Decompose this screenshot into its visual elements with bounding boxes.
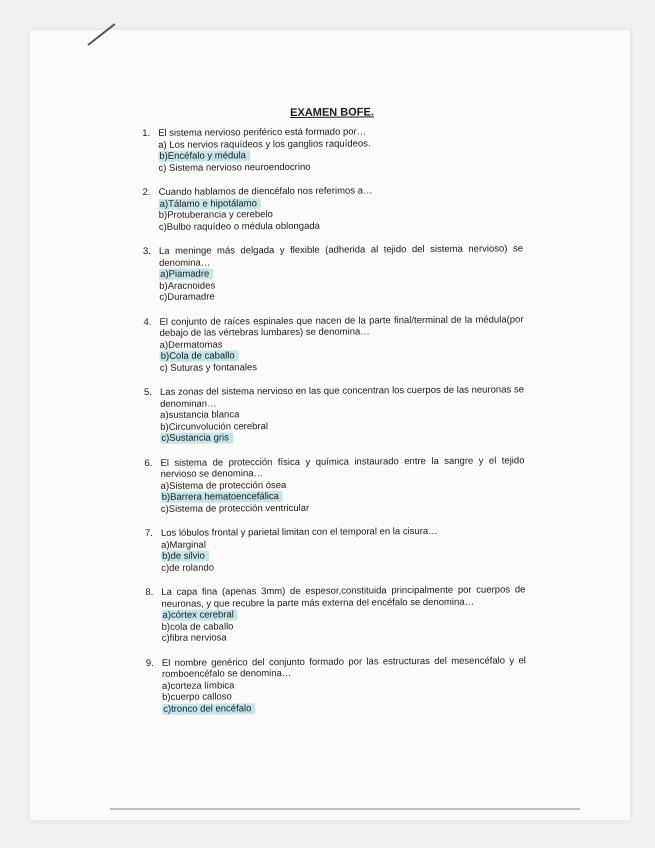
question-stem: [144, 455, 524, 481]
highlighted-answer: c)Sustancia gris: [160, 432, 233, 444]
answer-text: c)de rolando: [161, 562, 215, 574]
question-list: [142, 125, 526, 715]
exam-title: EXAMEN BOFE.: [290, 106, 374, 119]
question-item: [143, 314, 523, 374]
answer-text: b)Circunvolución cerebral: [160, 420, 268, 433]
question-item: [144, 384, 524, 444]
highlighted-answer: a)córtex cerebral: [162, 609, 238, 621]
question-text: Las zonas del sistema nervioso en las que concentran los cuerpos de las neuronas se denominan…: [159, 384, 525, 410]
question-text: Los lóbulos frontal y parietal limitan con el temporal en la cisura…: [160, 525, 438, 539]
highlighted-answer: c)tronco del encéfalo: [162, 703, 255, 715]
answer-text: b)cola de caballo: [161, 620, 234, 633]
answer-text: c)Sistema de protección ventricular: [160, 502, 310, 515]
answer-options: [160, 407, 524, 444]
question-item: [145, 525, 525, 574]
question-number: 2.: [142, 186, 151, 198]
answer-option: [160, 430, 524, 444]
question-text: Cuando hablamos de diencéfalo nos referimos a…: [158, 185, 373, 198]
question-item: [144, 455, 524, 515]
highlighted-answer: a)Piamadre: [159, 269, 213, 280]
answer-options: [162, 678, 526, 715]
question-item: [146, 655, 526, 715]
question-stem: [144, 384, 524, 410]
question-stem: [146, 655, 526, 681]
question-number: 5.: [143, 386, 152, 398]
highlighted-answer: b)de silvio: [161, 551, 209, 562]
question-text: La capa fina (apenas 3mm) de espesor,constituida principalmente por cuerpos de neuronas, y que recubre la parte más externa del encéfalo se denomina…: [161, 584, 526, 610]
question-item: [143, 243, 523, 303]
question-number: 9.: [145, 657, 154, 669]
answer-text: c)Bulbo raquídeo o médula oblongada: [158, 220, 320, 233]
answer-options: [162, 607, 526, 644]
question-stem: [145, 584, 525, 610]
question-item: [142, 125, 522, 174]
answer-option: [162, 701, 526, 715]
question-text: El sistema nervioso periférico está formado por…: [158, 126, 367, 139]
answer-options: [158, 137, 522, 174]
question-number: 8.: [145, 586, 154, 598]
answer-option: [158, 160, 522, 174]
question-text: El sistema de protección física y química instaurado entre la sangre y el tejido nervioso se denomina…: [160, 454, 525, 480]
answer-text: c)Duramadre: [159, 291, 215, 303]
answer-text: c)fibra nerviosa: [161, 632, 227, 644]
answer-options: [161, 478, 525, 515]
answer-option: [160, 360, 524, 374]
answer-options: [159, 196, 523, 233]
answer-text: a)corteza límbica: [161, 679, 235, 692]
answer-option: [161, 501, 525, 515]
answer-options: [160, 337, 524, 374]
answer-text: a)Sistema de protección ósea: [160, 479, 287, 492]
highlighted-answer: b)Cola de caballo: [160, 350, 239, 362]
answer-text: a) Los nervios raquídeos y los ganglios raquídeos.: [158, 137, 371, 151]
exam-sheet: [142, 105, 526, 728]
answer-text: a)sustancia blanca: [160, 409, 240, 421]
answer-option: [159, 289, 523, 303]
answer-text: a)Dermatomas: [159, 338, 223, 351]
question-number: 4.: [143, 316, 152, 328]
question-text: El nombre genérico del conjunto formado por las estructuras del mesencéfalo y el romboencéfalo se denomina…: [161, 654, 526, 680]
answer-option: [162, 630, 526, 644]
answer-options: [159, 266, 523, 303]
answer-option: [161, 560, 525, 574]
question-item: [143, 184, 523, 233]
answer-option: [159, 219, 523, 233]
highlighted-answer: a)Tálamo e hipotálamo: [159, 198, 261, 210]
answer-text: b)Protuberancia y cerebelo: [158, 209, 273, 221]
question-number: 1.: [142, 127, 151, 139]
question-stem: [143, 314, 523, 340]
answer-text: a)Marginal: [161, 539, 206, 551]
question-number: 3.: [142, 245, 151, 257]
answer-text: c) Sistema nervioso neuroendocrino: [158, 161, 311, 174]
answer-options: [161, 537, 525, 574]
answer-text: b)Aracnoides: [159, 279, 216, 292]
answer-text: b)cuerpo calloso: [162, 691, 232, 703]
question-number: 6.: [144, 457, 153, 469]
highlighted-answer: b)Barrera hematoencefálica: [161, 491, 283, 503]
question-text: La meninge más delgada y flexible (adherida al tejido del sistema nervioso) se denomina…: [158, 243, 524, 269]
highlighted-answer: b)Encéfalo y médula: [158, 150, 250, 162]
question-stem: [143, 243, 523, 269]
question-text: El conjunto de raíces espinales que nacen de la parte final/terminal de la médula(por debajo de las vértebras lumbares) se denomina…: [159, 313, 524, 339]
question-item: [145, 584, 525, 644]
question-number: 7.: [144, 527, 153, 539]
answer-text: c) Suturas y fontanales: [159, 361, 258, 374]
page-edge-shadow: [110, 808, 580, 810]
